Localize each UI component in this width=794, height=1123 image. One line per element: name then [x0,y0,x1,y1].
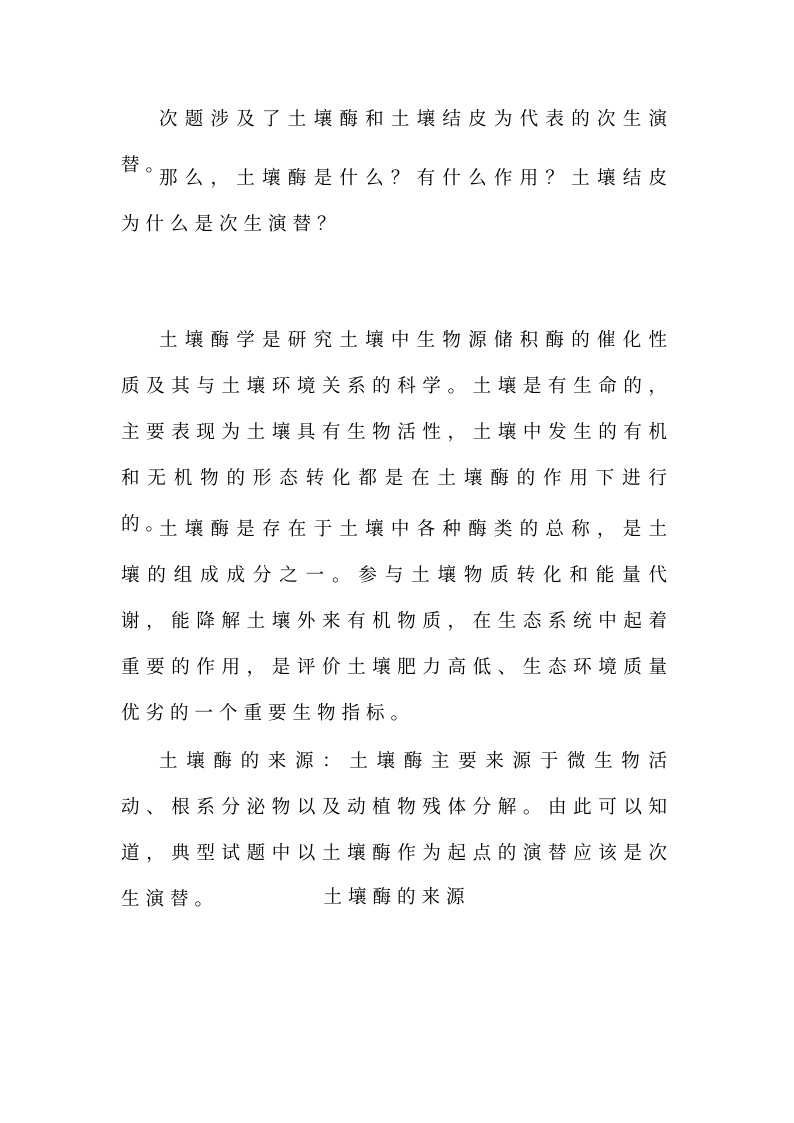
paragraph-soil-enzyme-definition: 土壤酶是存在于土壤中各种酶类的总称，是土壤的组成成分之一。参与土壤物质转化和能量代谢，能降解土壤外来有机物质，在生态系统中起着重要的作用，是评价土壤肥力高低、生态环境质量优劣的一个重要生物指标。 [121,519,673,724]
paragraph-questions: 那么，土壤酶是什么？有什么作用？土壤结皮为什么是次生演替？ [121,168,673,235]
paragraph-soil-enzyme-source: 土壤酶的来源：土壤酶主要来源于微生物活动、根系分泌物以及动植物残体分解。由此可以知道，典型试题中以土壤酶作为起点的演替应该是次生演替。 [121,751,673,910]
paragraph-intro: 次题涉及了土壤酶和土壤结皮为代表的次生演替。 [121,109,673,176]
figure-caption: 土壤酶的来源 [323,887,471,908]
paragraph-soil-enzymology: 土壤酶学是研究土壤中生物源储积酶的催化性质及其与土壤环境关系的科学。土壤是有生命的，主要表现为土壤具有生物活性，土壤中发生的有机和无机物的形态转化都是在土壤酶的作用下进行的。 [121,330,673,535]
